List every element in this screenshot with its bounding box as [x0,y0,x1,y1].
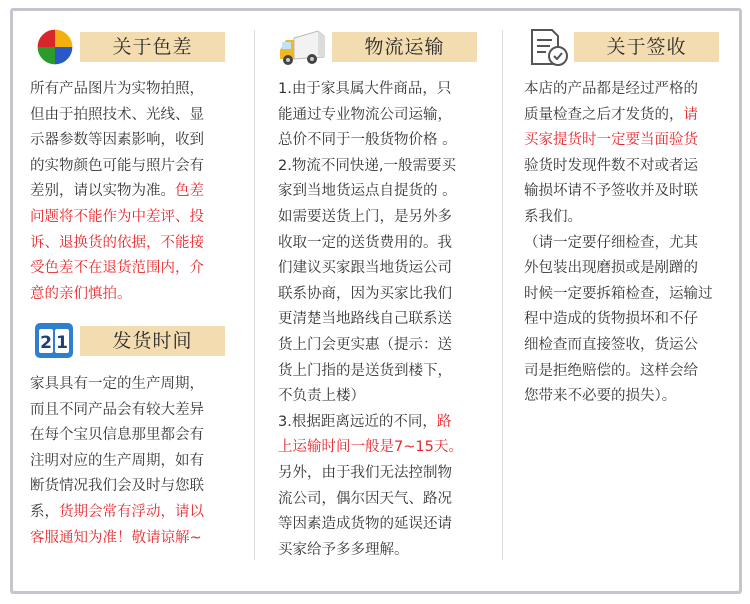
logistics-text: 1.由于家具属大件商品，只 能通过专业物流公司运输， 总价不同于一般货物价格 。 2.物流不同快递,一般需要买 家到当地货运点自提货的 。 如需要送货上门，是另外多 收取一定的送货费用的。我 们建议买家跟当地货运公司 联系协商，因为买家比我们 更清楚当地路线自己联系送 货上门会更实惠（提示：送 货上门指的是送货到楼下， 不负责上楼） 3.根据距离远近的不同，路 上运输时间一般是7~15天。 另外，由于我们无法控制物 流公司，偶尔因天气、路况 等因素造成货物的延误还请 买家给予多多理解。 [278,81,463,558]
section-title: 关于签收 [574,32,719,62]
shipping-time-warning: 货期会常有浮动，请以 客服通知为准！敬请谅解~ [30,503,204,546]
calendar-digit: 2 [40,333,52,353]
calendar-digit: 1 [56,333,68,353]
color-wheel-icon [36,28,74,70]
section-title: 物流运输 [332,32,477,62]
shipping-time-text: 家具具有一定的生产周期， 而且不同产品会有较大差异 在每个宝贝信息那里都会有 注明对应的生产周期，如有 断货情况我们会及时与您联 系，货期会常有浮动，请以 客服通知为准！敬请谅解~ [30,376,204,546]
sign-receipt-section [524,28,734,410]
document-check-icon [528,28,570,72]
logistics-section [278,28,488,563]
color-diff-text: 所有产品图片为实物拍照， 但由于拍照技术、光线、显 示器参数等因素影响，收到 的实物颜色可能与照片会有 差别，请以实物为准。色差 问题将不能作为中差评、投 诉、退换货的依据，不能接 受色差不在退货范围内，介 意的亲们慎拍。 [30,81,204,302]
logistics-warning: 路 上运输时间一般是7~15天。 [278,413,463,456]
color-diff-section [30,28,240,307]
sign-receipt-warning: 请 买家提货时一定要当面验货 [524,106,698,149]
section-title: 发货时间 [80,326,225,356]
sign-receipt-text: 本店的产品都是经过严格的 质量检查之后才发货的，请 买家提货时一定要当面验货 验货时发现件数不对或者运 输损坏请不予签收并及时联 系我们。 （请一定要仔细检查，尤其 外包装出现磨损或是剐蹭的 时候一定要拆箱检查，运输过 程中造成的货物损坏和不仔 细检查而直接签收，货运公 司是拒绝赔偿的。这样会给 您带来不必要的损失）。 [524,81,713,405]
column-divider [254,30,255,560]
section-title: 关于色差 [80,32,225,62]
column-divider [502,30,503,560]
calendar-icon [34,320,74,364]
color-diff-warning: 色差 问题将不能作为中差评、投 诉、退换货的依据，不能接 受色差不在退货范围内，介 意的亲们慎拍。 [30,183,204,302]
shipping-time-section [30,318,240,551]
delivery-truck-icon [278,28,326,72]
